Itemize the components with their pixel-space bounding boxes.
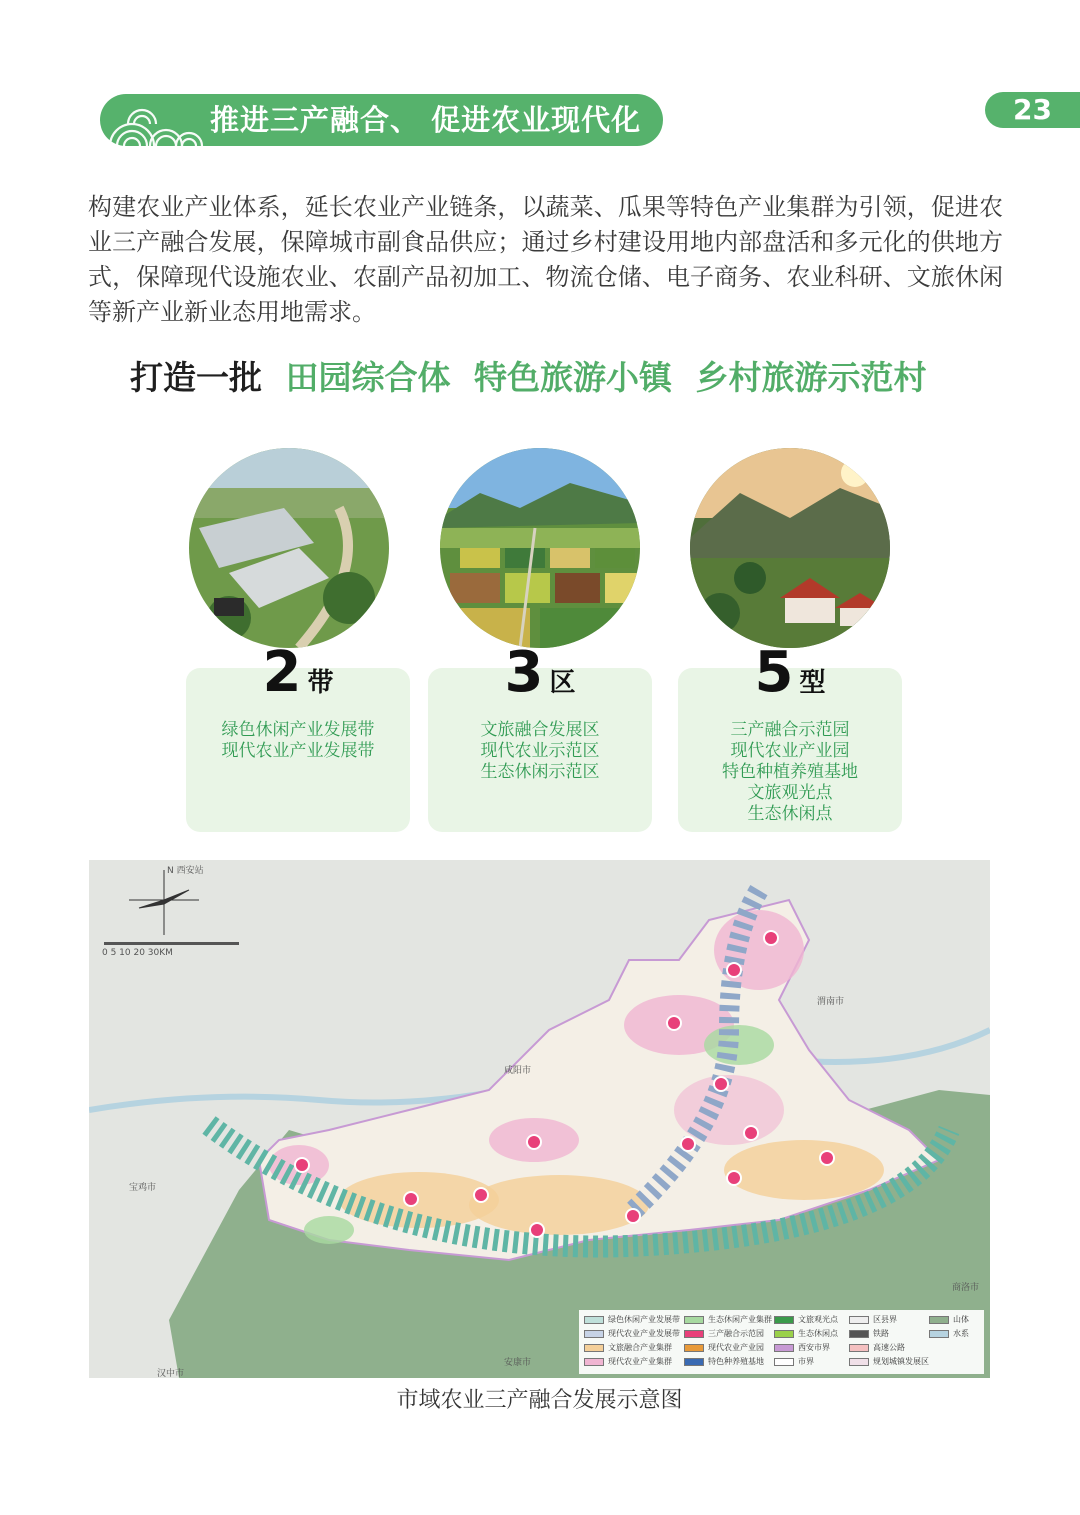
legend-item: 铁路 xyxy=(849,1328,889,1339)
legend-item: 特色种养殖基地 xyxy=(684,1356,764,1367)
legend-item: 水系 xyxy=(929,1328,969,1339)
header-banner xyxy=(100,94,663,146)
photo-farmland-fields xyxy=(440,448,640,648)
map-graphic xyxy=(89,860,990,1378)
list-item: 三产融合示范园 xyxy=(730,720,850,740)
card-types-heading xyxy=(678,640,902,705)
card-belts-list xyxy=(186,720,410,762)
scale-bar: 0 5 10 20 30KM xyxy=(102,948,173,958)
legend-item: 市界 xyxy=(774,1356,814,1367)
map-label-weinan: 渭南市 xyxy=(817,997,845,1007)
list-item: 现代农业产业园 xyxy=(730,741,850,761)
photo-greenhouse-farm xyxy=(189,448,389,648)
legend-item: 文旅观光点 xyxy=(774,1314,838,1325)
legend-item: 三产融合示范园 xyxy=(684,1328,764,1339)
page-number: 23 xyxy=(985,92,1080,128)
map-label-baoji: 宝鸡市 xyxy=(129,1183,157,1193)
legend-item: 绿色休闲产业发展带 xyxy=(584,1314,680,1325)
card-number: 2 xyxy=(262,640,302,705)
map-label-ankang: 安康市 xyxy=(504,1358,532,1368)
list-item: 特色种植养殖基地 xyxy=(722,762,858,782)
legend-item: 区县界 xyxy=(849,1314,897,1325)
map-label-xianyang: 咸阳市 xyxy=(504,1066,532,1076)
list-item: 生态休闲点 xyxy=(747,804,833,824)
map-caption: 市域农业三产融合发展示意图 xyxy=(396,1388,683,1413)
list-item: 现代农业产业发展带 xyxy=(221,741,375,761)
card-number: 5 xyxy=(754,640,794,705)
legend-item: 高速公路 xyxy=(849,1342,905,1353)
card-belts-heading xyxy=(186,640,410,705)
map-label-shangluo: 商洛市 xyxy=(952,1283,980,1293)
map-legend xyxy=(579,1310,984,1374)
legend-item: 西安市界 xyxy=(774,1342,830,1353)
list-item: 文旅融合发展区 xyxy=(480,720,600,740)
card-unit: 型 xyxy=(799,668,826,698)
legend-item: 现代农业产业园 xyxy=(684,1342,764,1353)
north-arrow: N 西安站 xyxy=(167,866,204,876)
page-title: 推进三产融合、 促进农业现代化 xyxy=(210,103,642,137)
legend-item: 规划城镇发展区 xyxy=(849,1356,929,1367)
intro-paragraph: 构建农业产业体系，延长农业产业链条，以蔬菜、瓜果等特色产业集群为引领，促进农业三产融合发展，保障城市副食品供应；通过乡村建设用地内部盘活和多元化的供地方式，保障现代设施农业、农副产品初加工、物流仓储、电子商务、农业科研、文旅休闲等新产业新业态用地需求。 xyxy=(88,193,1003,326)
legend-item: 现代农业产业集群 xyxy=(584,1356,672,1367)
list-item: 生态休闲示范区 xyxy=(480,762,600,782)
slogan-lead: 打造一批 xyxy=(130,358,262,397)
planning-map xyxy=(89,860,990,1378)
photo-mountain-village xyxy=(690,448,890,648)
list-item: 文旅观光点 xyxy=(747,783,833,803)
card-unit: 带 xyxy=(307,668,334,698)
legend-item: 生态休闲产业集群 xyxy=(684,1314,772,1325)
slogan-item: 乡村旅游示范村 xyxy=(695,358,927,397)
card-zones-list xyxy=(428,720,652,783)
decorative-waves-icon xyxy=(100,94,210,146)
card-unit: 区 xyxy=(549,668,576,698)
list-item: 绿色休闲产业发展带 xyxy=(221,720,375,740)
card-types-list xyxy=(678,720,902,825)
slogan-item: 田园综合体 xyxy=(285,358,451,397)
slogan xyxy=(130,352,990,399)
legend-item: 生态休闲点 xyxy=(774,1328,838,1339)
map-label-hanzhong: 汉中市 xyxy=(157,1369,185,1378)
legend-item: 山体 xyxy=(929,1314,969,1325)
slogan-item: 特色旅游小镇 xyxy=(474,358,672,397)
card-zones-heading xyxy=(428,640,652,705)
legend-item: 文旅融合产业集群 xyxy=(584,1342,672,1353)
legend-item: 现代农业产业发展带 xyxy=(584,1328,680,1339)
card-number: 3 xyxy=(504,640,544,705)
list-item: 现代农业示范区 xyxy=(480,741,600,761)
